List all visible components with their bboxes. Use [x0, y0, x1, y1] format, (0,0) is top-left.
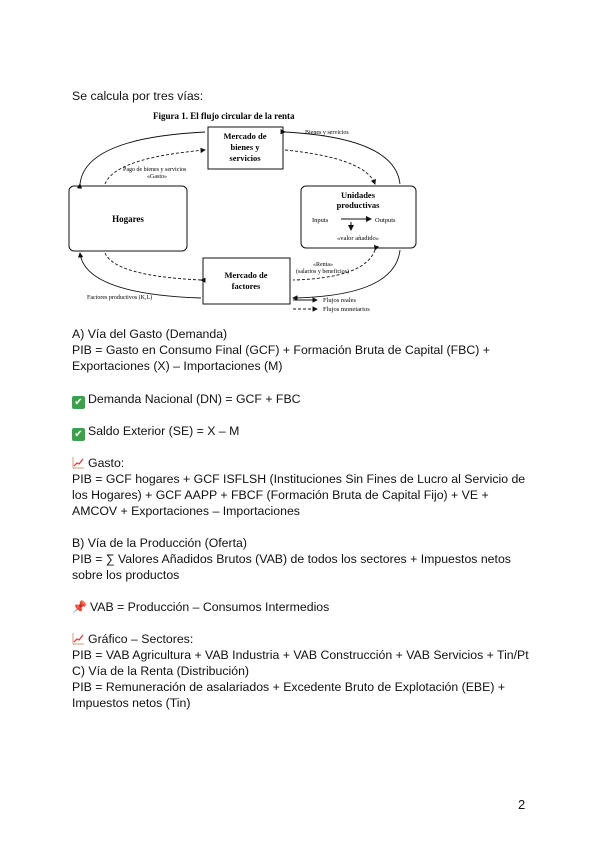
section-a-title: A) Vía del Gasto (Demanda) — [72, 327, 228, 341]
chart-up-icon — [72, 632, 85, 645]
gasto-label: Gasto: — [88, 456, 125, 470]
section-b-formula-1: PIB = ∑ Valores Añadidos Brutos (VAB) de todos los sectores + Impuestos netos — [72, 552, 511, 566]
section-c-formula-2: Impuestos netos (Tin) — [72, 696, 191, 710]
mercado-bienes-line3: servicios — [229, 153, 261, 163]
label-bienes-servicios: Bienes y servicios — [305, 130, 349, 136]
mercado-bienes-line2: bienes y — [230, 142, 260, 152]
mercado-factores-line2: factores — [231, 281, 261, 291]
section-c-formula-1: PIB = Remuneración de asalariados + Excedente Bruto de Explotación (EBE) + — [72, 680, 506, 694]
label-flujo-bienes-1: Pago de bienes y servicios — [123, 167, 187, 173]
hogares-label: Hogares — [112, 214, 144, 224]
label-rentas-2: (salarios y beneficios) — [296, 269, 349, 275]
gasto-block — [72, 455, 532, 519]
node-unidades-productivas — [301, 186, 416, 248]
section-a-formula-1: PIB = Gasto en Consumo Final (GCF) + Formación Bruta de Capital (FBC) + — [72, 343, 490, 357]
flow-real-top-left — [80, 132, 205, 184]
node-mercado-factores — [203, 258, 290, 304]
check-mark-icon: ✔ — [72, 396, 85, 409]
pushpin-icon: 📌 — [72, 600, 87, 614]
gasto-line-2: los Hogares) + GCF AAPP + FBCF (Formación Bruta de Capital Fijo) + VE + — [72, 488, 489, 502]
flow-real-top-right — [285, 132, 400, 184]
legend-monetarios: Flujos monetarios — [323, 306, 370, 313]
intro-text: Se calcula por tres vías: — [72, 89, 204, 103]
section-c-title: C) Vía de la Renta (Distribución) — [72, 664, 250, 678]
label-flujo-bienes-2: «Gasto» — [147, 174, 167, 180]
unidades-line1: Unidades — [340, 190, 376, 200]
section-a — [72, 326, 532, 374]
grafico-block — [72, 631, 532, 711]
circular-flow-figure — [65, 110, 425, 320]
valor-anadido-label: «valor añadido» — [336, 235, 380, 242]
legend-reales: Flujos reales — [323, 297, 357, 304]
inputs-label: Inputs — [312, 217, 329, 224]
grafico-label: Gráfico – Sectores: — [88, 632, 194, 646]
gasto-line-1: PIB = GCF hogares + GCF ISFLSH (Instituciones Sin Fines de Lucro al Servicio de — [72, 472, 526, 486]
flow-money-bottom-right — [293, 250, 375, 280]
unidades-line2: productivas — [336, 200, 380, 210]
chart-up-icon — [72, 456, 85, 469]
check-mark-icon: ✔ — [72, 428, 85, 441]
gasto-line-3: AMCOV + Exportaciones – Importaciones — [72, 504, 300, 518]
label-rentas-1: «Renta» — [313, 262, 333, 268]
section-b-formula-2: sobre los productos — [72, 568, 180, 582]
mercado-bienes-line1: Mercado de — [223, 131, 267, 141]
figure-title: Figura 1. El flujo circular de la renta — [153, 111, 295, 121]
page-number: 2 — [518, 797, 526, 812]
dn-text: Demanda Nacional (DN) = GCF + FBC — [88, 392, 301, 406]
flow-real-bottom-left — [80, 253, 201, 298]
se-text: Saldo Exterior (SE) = X – M — [88, 424, 240, 438]
mercado-factores-line1: Mercado de — [224, 270, 268, 280]
flow-money-top-right — [285, 150, 375, 184]
label-factores: Factores productivos (K,L) — [87, 295, 153, 301]
vab-line — [72, 599, 532, 615]
section-b — [72, 535, 532, 583]
node-hogares — [69, 186, 187, 251]
outputs-label: Outputs — [375, 217, 396, 224]
grafico-formula: PIB = VAB Agricultura + VAB Industria + VAB Construcción + VAB Servicios + Tin/Pt — [72, 648, 529, 662]
se-line — [72, 423, 532, 441]
flow-money-bottom-left — [105, 253, 201, 280]
node-mercado-bienes — [208, 127, 283, 169]
vab-text: VAB = Producción – Consumos Intermedios — [89, 600, 330, 614]
section-a-formula-2: Exportaciones (X) – Importaciones (M) — [72, 359, 283, 373]
dn-line — [72, 391, 532, 409]
section-b-title: B) Vía de la Producción (Oferta) — [72, 536, 247, 550]
